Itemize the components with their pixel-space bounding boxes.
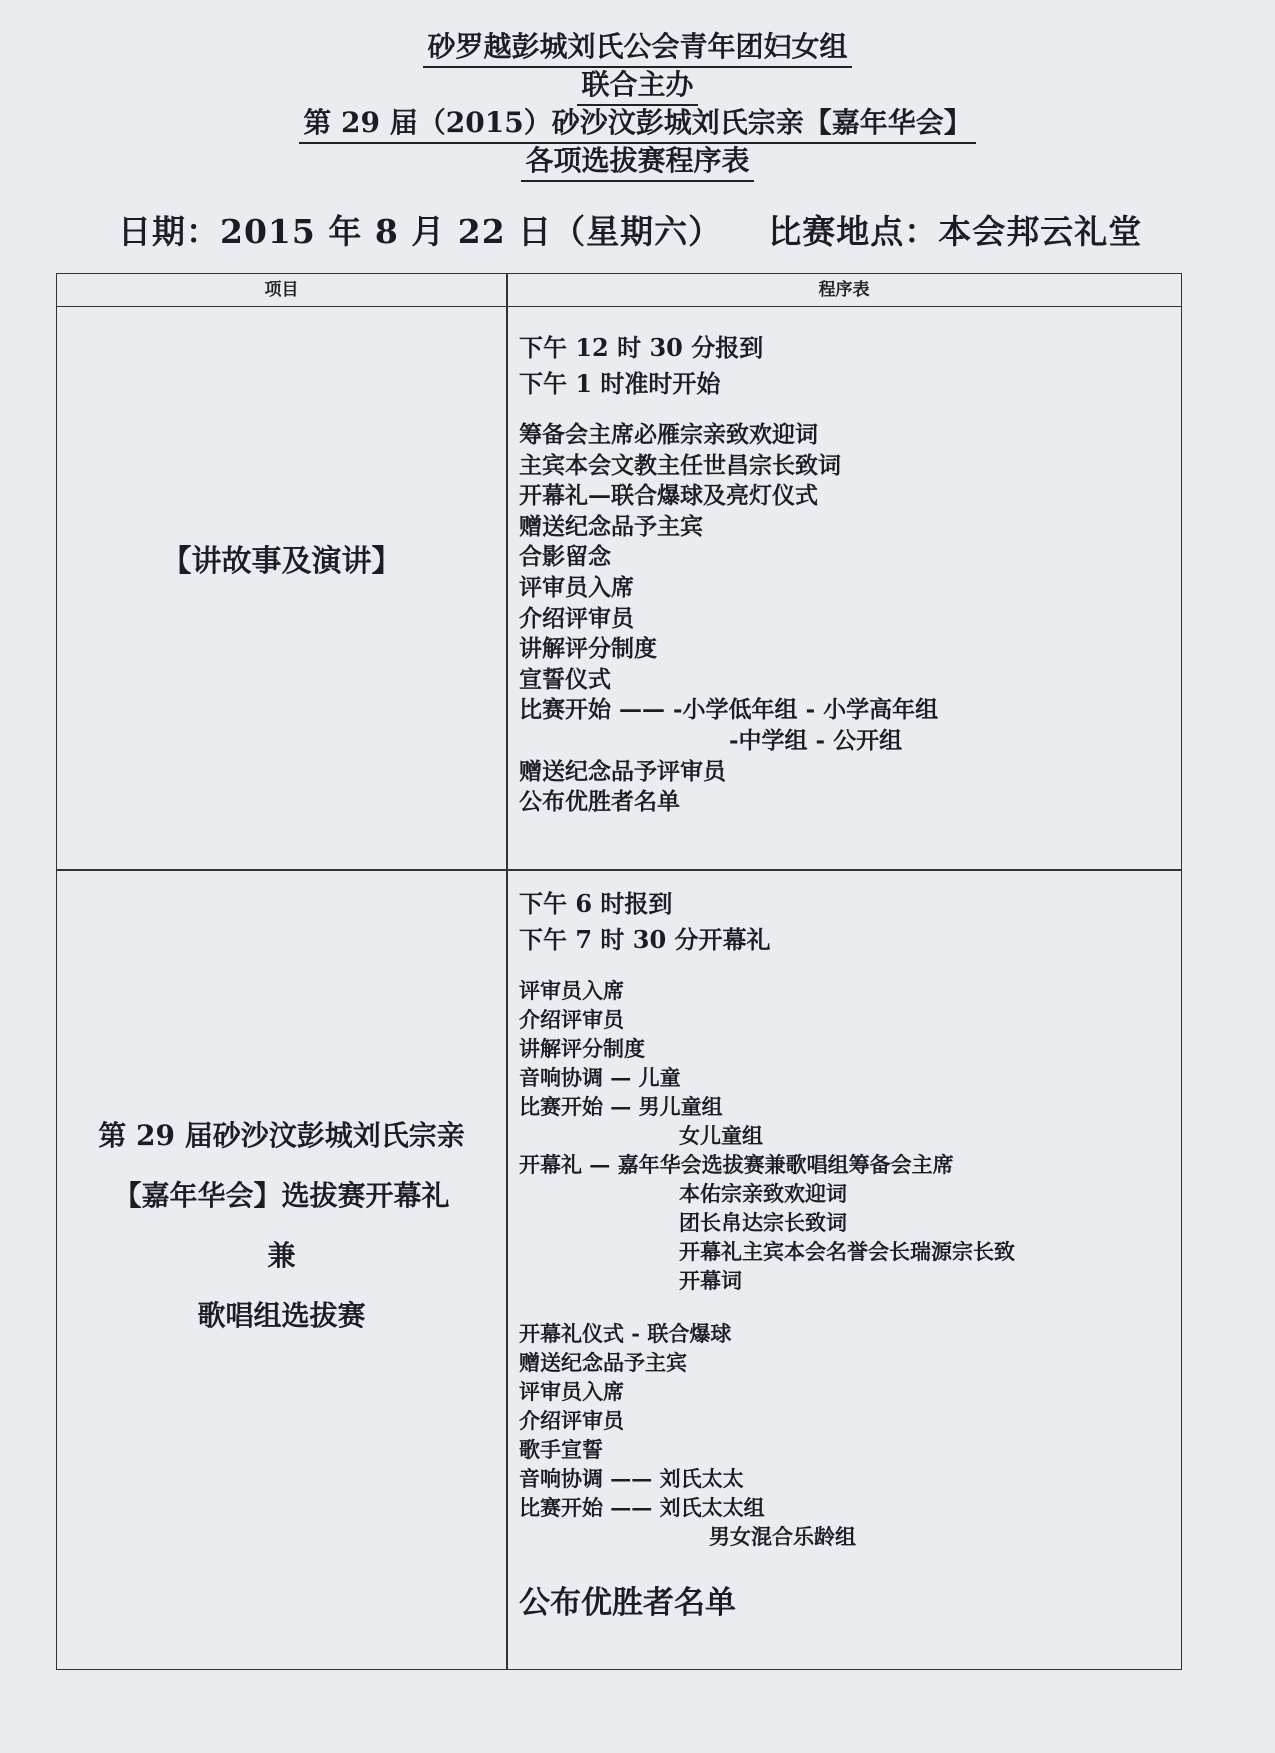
row2-step: 比赛开始 — 男儿童组: [519, 1094, 723, 1119]
row2-step: 讲解评分制度: [519, 1036, 645, 1061]
row2-schedule: [519, 886, 1015, 1622]
row1-schedule: [519, 306, 938, 818]
row1-time-register: 下午 12 时 30 分报到: [519, 333, 764, 362]
row2-step: 音响协调 — 儿童: [519, 1065, 681, 1090]
row1-step: 介绍评审员: [519, 604, 634, 632]
row2-item-line: 第 29 届砂沙汶彭城刘氏宗亲: [98, 1119, 465, 1152]
row2-step: 音响协调 —— 刘氏太太: [519, 1466, 744, 1491]
header-schedule: 程序表: [818, 280, 870, 300]
header-item: 项目: [264, 280, 299, 300]
row2-step: 赠送纪念品予主宾: [519, 1350, 687, 1375]
row2-step: 评审员入席: [519, 978, 624, 1003]
row2-step: 介绍评审员: [519, 1408, 624, 1433]
schedule-table: [56, 273, 1182, 1670]
title-schedule: 各项选拔赛程序表: [521, 142, 753, 182]
row2-step: 开幕礼 — 嘉年华会选拔赛兼歌唱组筹备会主席: [519, 1152, 954, 1177]
row1-step: 开幕礼—联合爆球及亮灯仪式: [519, 482, 818, 510]
row2-step: 歌手宣誓: [519, 1437, 603, 1462]
row2-step: 开幕礼仪式 - 联合爆球: [519, 1321, 732, 1346]
event-venue: 比赛地点：本会邦云礼堂: [768, 212, 1143, 251]
column-divider: [506, 274, 508, 1669]
row2-step: 评审员入席: [519, 1379, 624, 1404]
row1-step: 公布优胜者名单: [519, 788, 680, 816]
row1-step: 比赛开始 —— -小学低年组 - 小学高年组: [519, 696, 939, 724]
row1-step: 筹备会主席必雁宗亲致欢迎词: [519, 421, 818, 448]
row2-item-line: 【嘉年华会】选拔赛开幕礼: [113, 1179, 450, 1212]
row2-item-line: 歌唱组选拔赛: [197, 1299, 366, 1332]
row2-step: 介绍评审员: [519, 1007, 624, 1032]
row2-step: 本佑宗亲致欢迎词: [679, 1181, 847, 1206]
event-date: 日期：2015 年 8 月 22 日（星期六）: [118, 212, 723, 251]
row2-time-opening: 下午 7 时 30 分开幕礼: [519, 925, 771, 954]
row1-step: 评审员入席: [519, 573, 634, 601]
row1-step: 赠送纪念品予评审员: [519, 757, 726, 785]
row2-final-announcement: 公布优胜者名单: [519, 1585, 736, 1621]
row2-step: 比赛开始 —— 刘氏太太组: [519, 1495, 765, 1520]
date-venue-line: [118, 206, 1142, 253]
row1-step: 讲解评分制度: [519, 635, 657, 663]
row1-step: -中学组 - 公开组: [729, 726, 903, 754]
row1-step: 合影留念: [519, 543, 611, 571]
row2-step: 团长帛达宗长致词: [679, 1210, 847, 1235]
table-header-row: [57, 274, 1181, 307]
row1-item-title: 【讲故事及演讲】: [161, 544, 402, 579]
row1-step: 主宾本会文教主任世昌宗长致词: [519, 451, 841, 479]
row2-step: 开幕词: [679, 1268, 742, 1293]
row1-step: 宣誓仪式: [519, 665, 611, 693]
row2-step: 开幕礼主宾本会名誉会长瑞源宗长致: [679, 1239, 1015, 1264]
row1-time-start: 下午 1 时准时开始: [519, 369, 721, 398]
row2-step: 男女混合乐龄组: [709, 1524, 856, 1549]
row2-item-title: [57, 1106, 506, 1346]
title-organizer: 砂罗越彭城刘氏公会青年团妇女组: [423, 28, 851, 68]
row1-step: 赠送纪念品予主宾: [519, 512, 703, 540]
title-block: [0, 28, 1275, 180]
title-event: 第 29 届（2015）砂沙汶彭城刘氏宗亲【嘉年华会】: [299, 104, 975, 144]
row-divider: [57, 869, 1181, 871]
title-cohost: 联合主办: [577, 66, 697, 106]
row2-item-line: 兼: [267, 1239, 296, 1272]
row2-step: 女儿童组: [679, 1123, 763, 1148]
row2-time-register: 下午 6 时报到: [519, 889, 673, 918]
